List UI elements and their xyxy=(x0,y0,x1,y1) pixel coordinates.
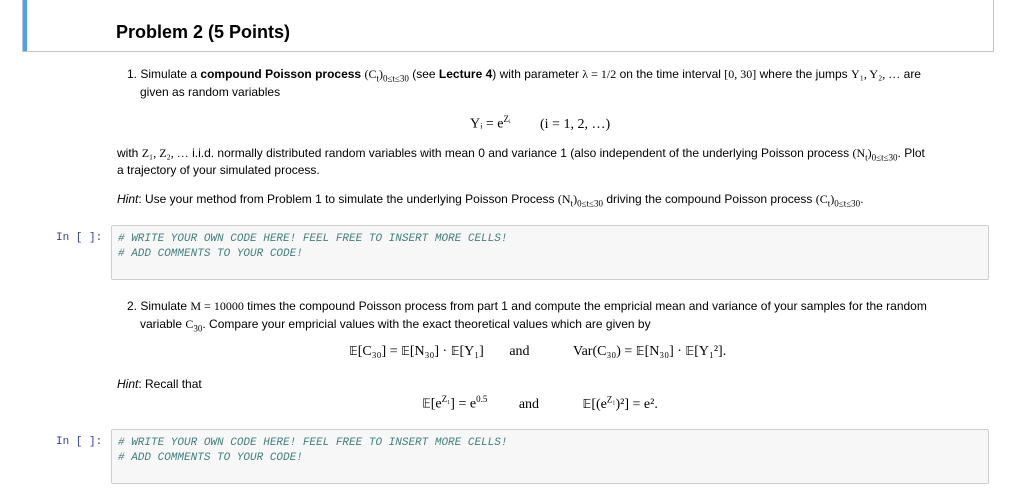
cell-selection-bar xyxy=(23,0,27,51)
problem-heading: Problem 2 (5 Points) xyxy=(116,22,291,42)
code-cell-2[interactable] xyxy=(111,429,989,484)
part2-hint: Hint: Recall that xyxy=(117,377,202,391)
code-comment-1: # WRITE YOUR OWN CODE HERE! FEEL FREE TO INSERT MORE CELLS! xyxy=(118,437,508,449)
code-cell-1[interactable] xyxy=(111,225,989,280)
code-comment-1: # WRITE YOUR OWN CODE HERE! FEEL FREE TO INSERT MORE CELLS! xyxy=(118,233,508,245)
part1-hint: Hint: Use your method from Problem 1 to simulate the underlying Poisson Process $(N_t)_{0\le t\le 30}$ driving the compound Poisson process $(C_t)_{0\le t\le 30}$. xyxy=(117,192,864,209)
cell2-prompt: In [ ]: xyxy=(56,436,103,448)
jump-formula: Yᵢ = $e^{Zᵢ}$ (i = 1, 2, …) xyxy=(470,114,611,132)
part1-line3: with Z₁, Z₂, … i.i.d. normally distributed random variables with mean 0 and variance 1 (also independent of the underlying Poisson process $(N_t)_{0\le t\le 30}$. Plot xyxy=(117,146,925,163)
part1-line2: given as random variables xyxy=(140,85,281,99)
part1-line1: 1. Simulate a compound Poisson process $(C_t)_{0\le t\le 30}$ (see Lecture 4) with parameter λ = 1/2 on the time interval [0, 30] where the jumps Y₁, Y₂, … are xyxy=(127,67,921,84)
code-comment-2: # ADD COMMENTS TO YOUR CODE! xyxy=(118,452,303,464)
code-comment-2: # ADD COMMENTS TO YOUR CODE! xyxy=(118,248,303,260)
part1-line4: a trajectory of your simulated process. xyxy=(117,163,320,177)
cell1-prompt: In [ ]: xyxy=(56,232,103,244)
hint-formulas: $𝔼[e^{Z_1}] = e^{0.5}$ and $𝔼[(e^{Z_1})^2] = e^2$. xyxy=(422,394,658,412)
part2-line1: 2. Simulate M = 10000 times the compound Poisson process from part 1 and compute the empricial mean and variance of your samples for the random xyxy=(127,299,927,313)
part2-line2: variable $C_{30}$. Compare your empricial values with the exact theoretical values which are given by xyxy=(140,317,651,334)
expectation-formulas: 𝔼[C₃₀] = 𝔼[N₃₀] · 𝔼[Y₁] and Var(C₃₀) = 𝔼[N₃₀] · 𝔼[Y₁²]. xyxy=(349,344,727,359)
